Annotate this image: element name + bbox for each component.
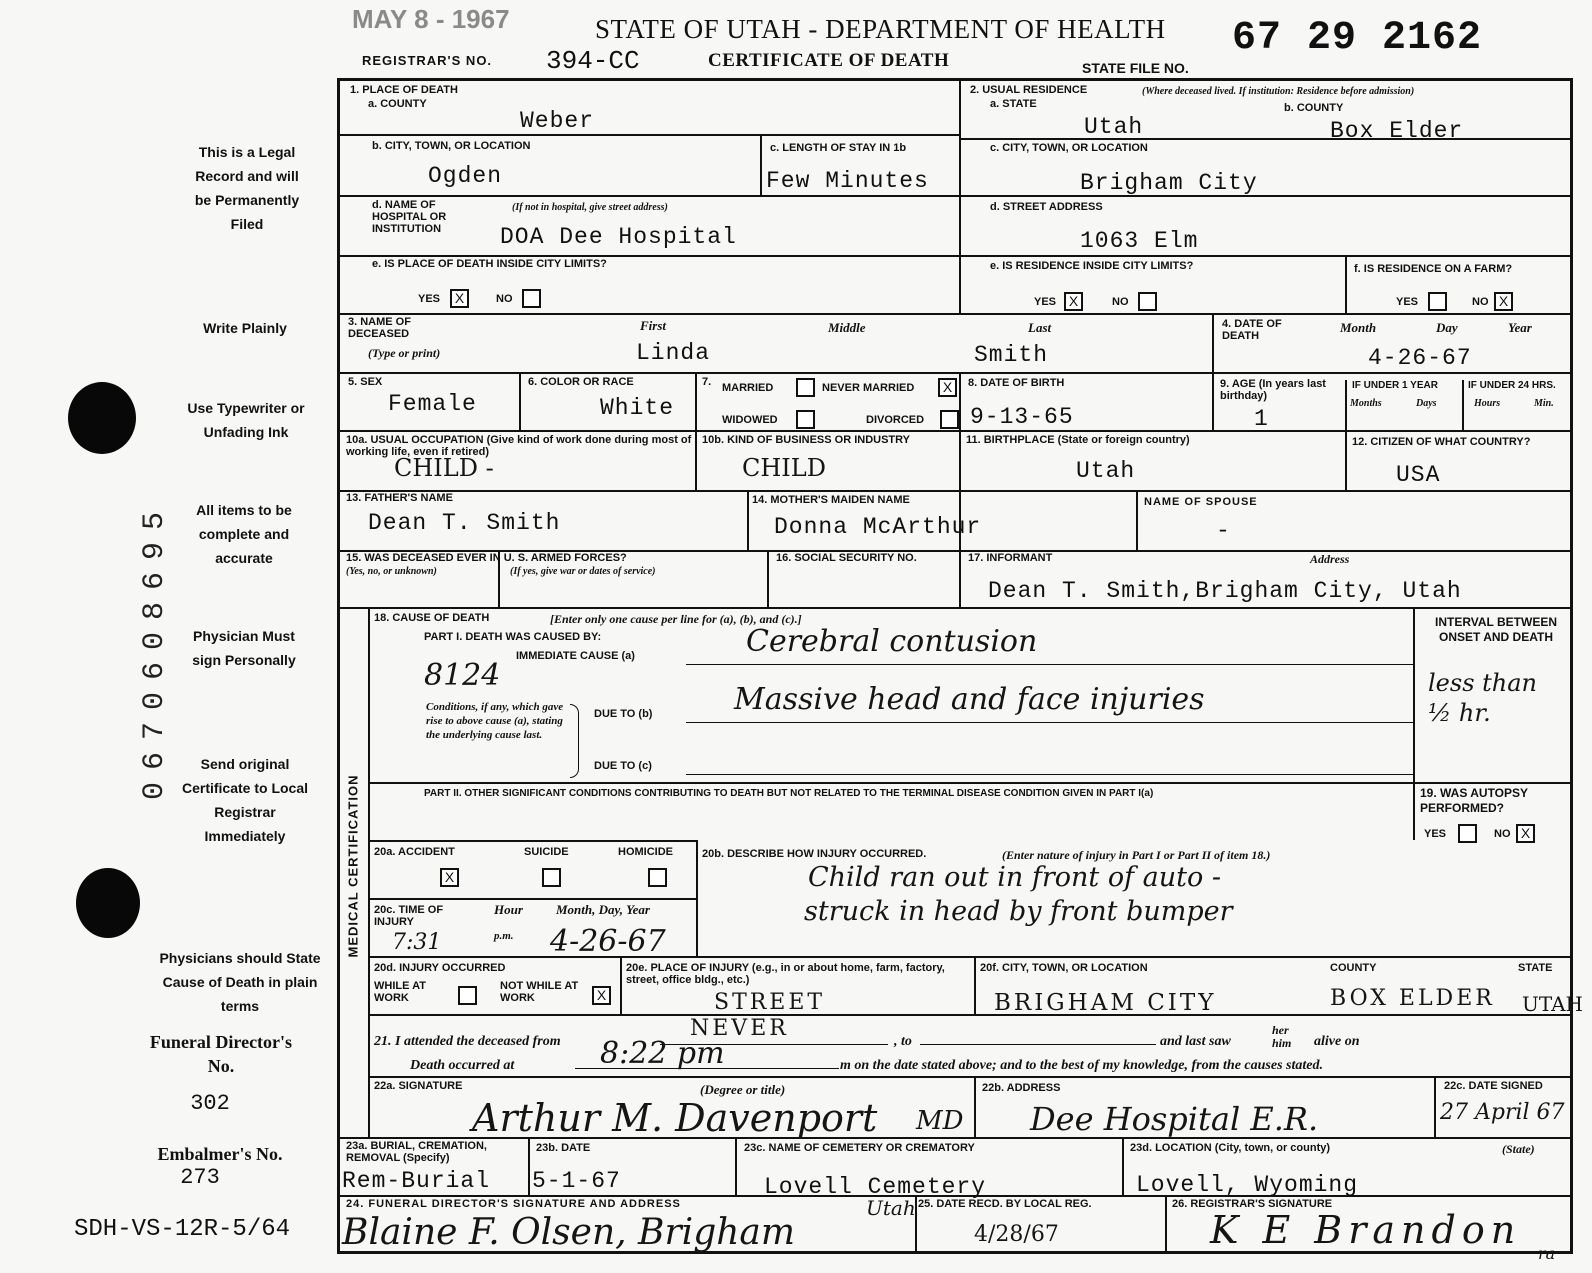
spouse-label: NAME OF SPOUSE [1144,496,1258,508]
address-label: 22b. ADDRESS [982,1082,1061,1094]
immediate-cause-value: Cerebral contusion [746,624,1038,659]
usual-residence-label: 2. USUAL RESIDENCE [970,84,1088,96]
date-of-injury-value: 4-26-67 [550,924,666,959]
injury-county-label: COUNTY [1330,962,1377,974]
medical-certification-label: MEDICAL CERTIFICATION [345,774,361,958]
injury-state-label: STATE [1518,962,1553,974]
typewriter-note: Use Typewriter or Unfading Ink [187,400,305,440]
death-occurred-label: Death occurred at [410,1058,515,1073]
punch-hole-bottom [76,868,140,938]
county-value: Weber [520,108,595,134]
cemetery-label: 23c. NAME OF CEMETERY OR CREMATORY [744,1142,975,1154]
divorced-label: DIVORCED [866,414,925,426]
farm-label: f. IS RESIDENCE ON A FARM? [1354,263,1513,275]
while-at-work-checkbox[interactable] [458,986,477,1005]
year-label: Year [1508,320,1532,335]
armed-forces-note2: (If yes, give war or dates of service) [510,566,656,577]
death-city-yes-label: YES [418,293,441,305]
hour-label: Hour [494,902,523,917]
sex-label: 5. SEX [348,376,383,388]
injury-state-value: UTAH [1522,992,1583,1016]
under-24-hours-label: IF UNDER 24 HRS. [1468,380,1556,391]
informant-address-label: Address [1310,552,1350,566]
day-label: Day [1436,320,1458,335]
form-title: STATE OF UTAH - DEPARTMENT OF HEALTH [595,14,1166,44]
age-value: 1 [1254,406,1269,432]
signature-label: 22a. SIGNATURE [374,1080,463,1092]
date-of-death-label: 4. DATE OF DEATH [1222,318,1282,342]
not-while-at-work-checkbox[interactable]: X [592,986,611,1005]
suicide-checkbox[interactable] [542,868,561,887]
death-city-yes-checkbox[interactable]: X [450,289,469,308]
interval-value: less than ½ hr. [1428,669,1538,727]
registrar-signature: K E Brandon [1210,1208,1522,1252]
date-of-birth-label: 8. DATE OF BIRTH [968,377,1065,389]
date-of-birth-value: 9-13-65 [970,404,1074,430]
res-city-yes-label: YES [1034,296,1057,308]
cemetery-location-label: 23d. LOCATION (City, town, or county) [1130,1142,1331,1154]
death-city-no-label: NO [496,293,513,305]
state-file-number: 67 29 2162 [1232,16,1483,61]
registrar-number: 394-CC [546,46,640,76]
street-address-label: d. STREET ADDRESS [990,201,1103,213]
accident-checkbox[interactable]: X [440,868,459,887]
county-label: a. COUNTY [368,98,427,110]
occupation-value: CHILD - [394,454,494,482]
place-of-injury-value: STREET [714,990,826,1015]
date-received-label: 25. DATE RECD. BY LOCAL REG. [918,1198,1092,1210]
place-of-death-label: 1. PLACE OF DEATH [350,84,458,96]
married-checkbox[interactable] [796,378,815,397]
her-him-label: her him [1272,1023,1292,1050]
registrar-label: REGISTRAR'S NO. [362,53,493,68]
injury-description-note: (Enter nature of injury in Part I or Part II of item 18.) [1002,848,1271,862]
last-name-value: Smith [974,342,1049,368]
divorced-checkbox[interactable] [940,410,959,429]
min-label: Min. [1534,398,1554,409]
burial-date-label: 23b. DATE [536,1142,591,1154]
res-inside-city-label: e. IS RESIDENCE INSIDE CITY LIMITS? [990,260,1194,272]
physician-address-value: Dee Hospital E.R. [1030,1100,1319,1138]
date-received-value: 4/28/67 [974,1222,1059,1247]
cemetery-value: Lovell Cemetery [764,1174,987,1200]
burial-date-value: 5-1-67 [532,1168,621,1194]
farm-yes-label: YES [1396,296,1419,308]
punch-hole-top [68,382,136,454]
attended-label: 21. I attended the deceased from [374,1034,561,1049]
vertical-serial-number: 0670608695 [138,499,172,801]
farm-yes-checkbox[interactable] [1428,292,1447,311]
hospital-value: DOA Dee Hospital [500,224,737,250]
res-city-yes-checkbox[interactable]: X [1064,292,1083,311]
autopsy-no-checkbox[interactable]: X [1516,824,1535,843]
res-city-no-checkbox[interactable] [1138,292,1157,311]
mother-value: Donna McArthur [774,514,982,540]
suicide-label: SUICIDE [524,846,569,858]
conditions-note: Conditions, if any, which gave rise to above cause (a), stating the underlying cause last. [426,701,564,741]
birthplace-value: Utah [1076,458,1136,484]
length-of-stay-label: c. LENGTH OF STAY IN 1b [770,142,907,154]
place-of-injury-label: 20e. PLACE OF INJURY (e.g., in or about home, farm, factory, street, office bldg., etc.) [626,962,945,986]
month-label: Month [1340,320,1377,335]
not-while-at-work-label: NOT WHILE AT WORK [500,980,579,1004]
due-to-b-value: Massive head and face injuries [734,682,1205,717]
homicide-checkbox[interactable] [648,868,667,887]
part2-label: PART II. OTHER SIGNIFICANT CONDITIONS CONTRIBUTING TO DEATH BUT NOT RELATED TO THE TERMINAL DISEASE CONDITION GIVEN IN PART I(a) [424,788,1154,799]
name-of-deceased-label: 3. NAME OF DECEASED [348,316,411,340]
part1-label: PART I. DEATH WAS CAUSED BY: [424,631,602,643]
to-label: , to [894,1034,912,1049]
immediate-cause-label: IMMEDIATE CAUSE (a) [516,650,635,662]
pm-label: p.m. [494,930,514,942]
informant-label: 17. INFORMANT [968,552,1053,564]
street-address-value: 1063 Elm [1080,228,1199,254]
legal-record-note: This is a Legal Record and will be Permanently Filed [194,144,300,232]
while-at-work-label: WHILE AT WORK [374,980,426,1004]
interval-label: INTERVAL BETWEEN ONSET AND DEATH [1434,615,1557,644]
injury-county-value: BOX ELDER [1330,986,1495,1011]
hours-label: Hours [1474,398,1501,409]
received-stamp: MAY 8 - 1967 [352,4,510,34]
burial-value: Rem-Burial [342,1168,491,1194]
accident-label: 20a. ACCIDENT [374,846,455,858]
date-of-death-value: 4-26-67 [1368,345,1472,371]
registrar-signature-label: 26. REGISTRAR'S SIGNATURE [1172,1198,1333,1210]
type-or-print-note: (Type or print) [368,346,441,360]
injury-occurred-label: 20d. INJURY OCCURRED [374,962,506,974]
cause-of-death-label: 18. CAUSE OF DEATH [374,612,490,624]
injury-city-value: BRIGHAM CITY [994,990,1217,1016]
res-city-label: c. CITY, TOWN, OR LOCATION [990,142,1148,154]
embalmer-number: 273 [180,1165,220,1190]
cause-code: 8124 [424,658,501,693]
inside-city-label: e. IS PLACE OF DEATH INSIDE CITY LIMITS? [372,258,607,270]
autopsy-label: 19. WAS AUTOPSY PERFORMED? [1420,786,1528,815]
marital-label: 7. [702,376,712,388]
cause-of-death-note: [Enter only one cause per line for (a), (b), and (c).] [550,612,802,626]
conditions-brace [570,704,579,778]
funeral-director-sig-label: 24. FUNERAL DIRECTOR'S SIGNATURE AND ADDRESS [346,1198,681,1210]
city-value: Ogden [428,163,503,189]
send-original-note: Send original Certificate to Local Registrar Immediately [181,756,309,844]
widowed-checkbox[interactable] [796,410,815,429]
business-value: CHILD [742,454,826,482]
never-married-label: NEVER MARRIED [822,382,915,394]
death-city-no-checkbox[interactable] [522,289,541,308]
cause-plain-note: Physicians should State Cause of Death in plain terms [159,950,321,1014]
time-of-injury-value: 7:31 [392,930,442,955]
date-signed-value: 27 April 67 [1440,1100,1565,1125]
physician-signature: Arthur M. Davenport [472,1096,878,1140]
injury-city-label: 20f. CITY, TOWN, OR LOCATION [980,962,1148,974]
form-code: SDH-VS-12R-5/64 [74,1216,291,1243]
spouse-value: - [1216,518,1231,544]
first-label: First [640,318,667,333]
hospital-note: (If not in hospital, give street address) [512,202,668,213]
attended-from-value: NEVER [690,1016,789,1041]
middle-label: Middle [828,320,866,335]
state-paren-label: (State) [1502,1142,1535,1156]
date-signed-label: 22c. DATE SIGNED [1444,1080,1543,1092]
citizen-label: 12. CITIZEN OF WHAT COUNTRY? [1352,436,1531,448]
degree-label: (Degree or title) [700,1082,786,1097]
farm-no-checkbox[interactable]: X [1494,292,1513,311]
death-time-value: 8:22 pm [600,1036,725,1071]
homicide-label: HOMICIDE [618,846,673,858]
first-name-value: Linda [636,340,711,366]
time-of-injury-label: 20c. TIME OF INJURY [374,904,444,928]
injury-description-label: 20b. DESCRIBE HOW INJURY OCCURRED. [702,848,927,860]
autopsy-no-label: NO [1494,828,1511,840]
widowed-label: WIDOWED [722,414,778,426]
funeral-director-label: Funeral Director's No. [149,1032,293,1076]
write-plainly-note: Write Plainly [203,320,287,336]
complete-note: All items to be complete and accurate [196,502,292,566]
death-occurred-rest: m on the date stated above; and to the best of my knowledge, from the causes stated. [840,1058,1323,1073]
res-county-label: b. COUNTY [1284,102,1344,114]
funeral-director-number: 302 [190,1091,230,1116]
month-day-year-label: Month, Day, Year [556,902,650,917]
res-county-value: Box Elder [1330,118,1464,144]
state-file-label: STATE FILE NO. [1082,60,1189,76]
length-of-stay-value: Few Minutes [766,168,929,194]
res-state-label: a. STATE [990,98,1037,110]
physician-degree: MD [916,1106,964,1136]
days-label: Days [1416,398,1437,409]
armed-forces-label: 15. WAS DECEASED EVER IN U. S. ARMED FORCES? [346,552,627,564]
informant-value: Dean T. Smith,Brigham City, Utah [988,578,1462,604]
registrar-signature-extra: ra [1538,1244,1556,1263]
injury-description-line1: Child ran out in front of auto - [808,862,1221,893]
certificate-title: CERTIFICATE OF DEATH [708,50,950,71]
funeral-director-signature-extra: Utah [866,1196,916,1220]
cemetery-location-value: Lovell, Wyoming [1136,1172,1359,1198]
occupation-label: 10a. USUAL OCCUPATION (Give kind of work done during most of working life, even if retired) [346,434,692,458]
birthplace-label: 11. BIRTHPLACE (State or foreign country) [966,434,1190,446]
alive-on-label: alive on [1314,1034,1360,1049]
citizen-value: USA [1396,462,1441,488]
never-married-checkbox[interactable]: X [938,378,957,397]
race-value: White [600,395,675,421]
usual-residence-note: (Where deceased lived. If institution: Residence before admission) [1142,86,1415,97]
res-state-value: Utah [1084,114,1144,140]
under-1-year-label: IF UNDER 1 YEAR [1352,380,1438,391]
last-saw-label: and last saw [1160,1034,1231,1049]
mother-label: 14. MOTHER'S MAIDEN NAME [752,494,910,506]
father-value: Dean T. Smith [368,510,561,536]
farm-no-label: NO [1472,296,1489,308]
injury-description-line2: struck in head by front bumper [804,896,1233,927]
sex-value: Female [388,391,477,417]
race-label: 6. COLOR OR RACE [528,376,634,388]
physician-sign-note: Physician Must sign Personally [192,628,296,668]
burial-label: 23a. BURIAL, CREMATION, REMOVAL (Specify) [346,1140,487,1164]
funeral-director-signature: Blaine F. Olsen, Brigham [342,1212,796,1253]
age-label: 9. AGE (In years last birthday) [1220,378,1326,402]
armed-forces-note1: (Yes, no, or unknown) [346,566,437,577]
autopsy-yes-checkbox[interactable] [1458,824,1477,843]
res-city-value: Brigham City [1080,170,1258,196]
ssn-label: 16. SOCIAL SECURITY NO. [776,552,917,564]
hospital-label: d. NAME OF HOSPITAL OR INSTITUTION [372,199,447,235]
father-label: 13. FATHER'S NAME [346,492,453,504]
city-label: b. CITY, TOWN, OR LOCATION [372,140,531,152]
months-label: Months [1350,398,1382,409]
due-to-b-label: DUE TO (b) [594,708,653,720]
embalmer-label: Embalmer's No. [157,1144,283,1164]
business-label: 10b. KIND OF BUSINESS OR INDUSTRY [702,434,911,446]
res-city-no-label: NO [1112,296,1129,308]
autopsy-yes-label: YES [1424,828,1447,840]
married-label: MARRIED [722,382,774,394]
last-label: Last [1028,320,1052,335]
due-to-c-label: DUE TO (c) [594,760,652,772]
